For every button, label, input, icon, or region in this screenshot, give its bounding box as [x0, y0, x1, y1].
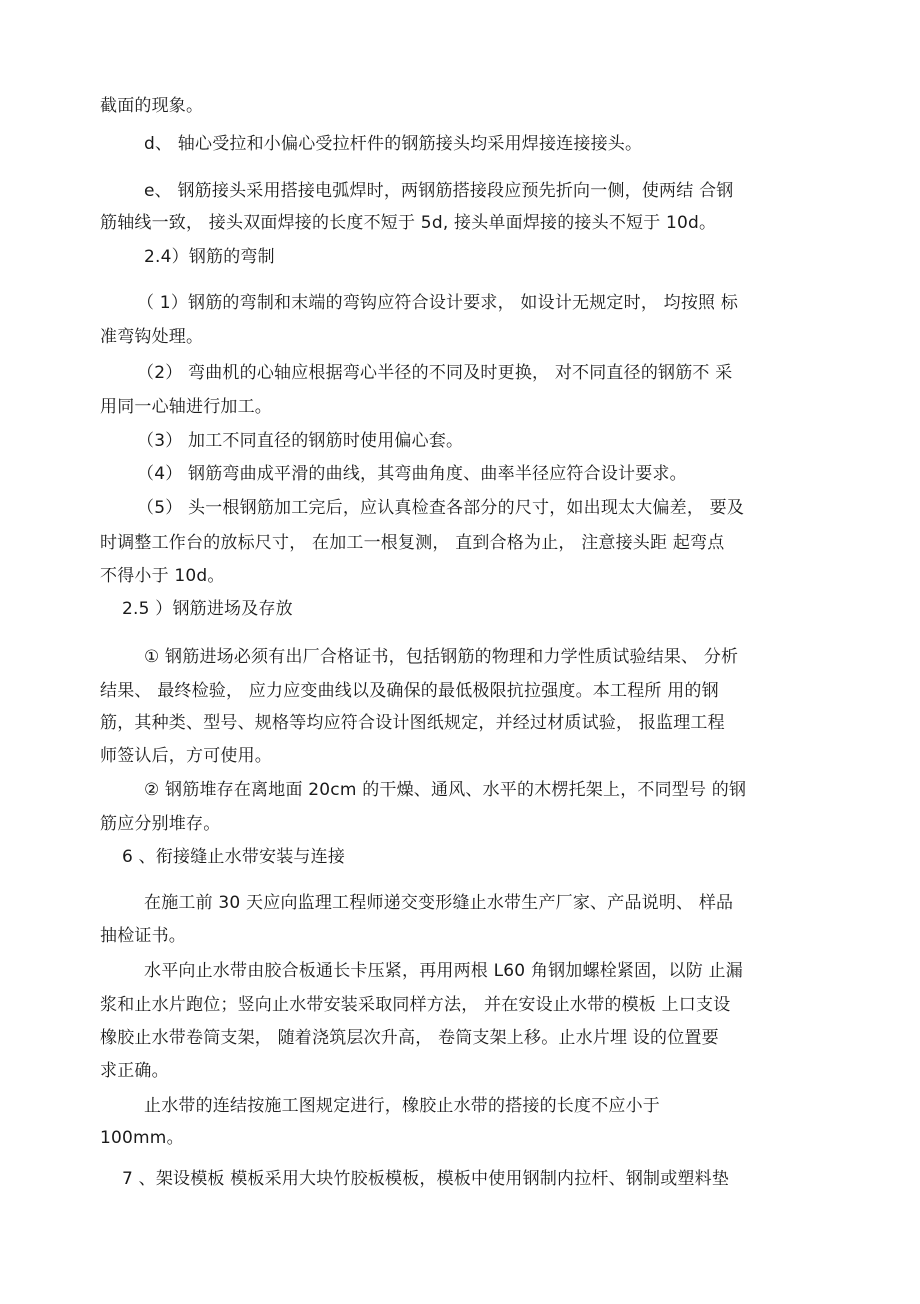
text-line: （2） 弯曲机的心轴应根据弯心半径的不同及时更换， 对不同直径的钢筋不 采 [137, 363, 733, 383]
text-line: 筋，其种类、型号、规格等均应符合设计图纸规定，并经过材质试验， 报监理工程 [100, 713, 725, 733]
text-line: 求正确。 [100, 1061, 169, 1081]
text-line: 截面的现象。 [100, 96, 204, 116]
text-line: 抽检证书。 [100, 926, 186, 946]
text-line: 在施工前 30 天应向监理工程师递交变形缝止水带生产厂家、产品说明、 样品 [144, 893, 734, 913]
text-line: 筋应分别堆存。 [100, 814, 221, 834]
text-line: d、 轴心受拉和小偏心受拉杆件的钢筋接头均采用焊接连接接头。 [144, 134, 643, 154]
text-line: 结果、 最终检验， 应力应变曲线以及确保的最低极限抗拉强度。本工程所 用的钢 [100, 681, 719, 701]
text-line: （4） 钢筋弯曲成平滑的曲线，其弯曲角度、曲率半径应符合设计要求。 [137, 464, 687, 484]
text-line: 师签认后，方可使用。 [100, 746, 272, 766]
text-line: ① 钢筋进场必须有出厂合格证书，包括钢筋的物理和力学性质试验结果、 分析 [144, 647, 739, 667]
text-line: 用同一心轴进行加工。 [100, 397, 272, 417]
text-line: 浆和止水片跑位；竖向止水带安装采取同样方法， 并在安设止水带的模板 上口支设 [100, 995, 731, 1015]
text-line: ② 钢筋堆存在离地面 20cm 的干燥、通风、水平的木楞托架上，不同型号 的钢 [144, 780, 747, 800]
text-line: 止水带的连结按施工图规定进行，橡胶止水带的搭接的长度不应小于 [144, 1096, 660, 1116]
text-line: 橡胶止水带卷筒支架， 随着浇筑层次升高， 卷筒支架上移。止水片埋 设的位置要 [100, 1028, 719, 1048]
section-heading: 7 、架设模板 模板采用大块竹胶板模板，模板中使用钢制内拉杆、钢制或塑料垫 [122, 1169, 730, 1189]
text-line: 100mm。 [100, 1128, 184, 1148]
text-line: 不得小于 10d。 [100, 566, 225, 586]
text-line: （5） 头一根钢筋加工完后，应认真检查各部分的尺寸，如出现太大偏差， 要及 [137, 498, 745, 518]
text-line: 水平向止水带由胶合板通长卡压紧，再用两根 L60 角钢加螺栓紧固，以防 止漏 [144, 961, 743, 981]
section-heading: 2.5 ）钢筋进场及存放 [122, 599, 293, 619]
section-heading: 6 、衔接缝止水带安装与连接 [122, 847, 346, 867]
text-line: 时调整工作台的放标尺寸， 在加工一根复测， 直到合格为止， 注意接头距 起弯点 [100, 533, 725, 553]
text-line: （3） 加工不同直径的钢筋时使用偏心套。 [137, 431, 464, 451]
text-line: 准弯钩处理。 [100, 327, 204, 347]
section-heading: 2.4）钢筋的弯制 [144, 247, 275, 267]
text-line: e、 钢筋接头采用搭接电弧焊时，两钢筋搭接段应预先折向一侧，使两结 合钢 [144, 181, 734, 201]
text-line: （ 1）钢筋的弯制和末端的弯钩应符合设计要求， 如设计无规定时， 均按照 标 [137, 293, 739, 313]
text-line: 筋轴线一致， 接头双面焊接的长度不短于 5d, 接头单面焊接的接头不短于 10d。 [100, 213, 717, 233]
